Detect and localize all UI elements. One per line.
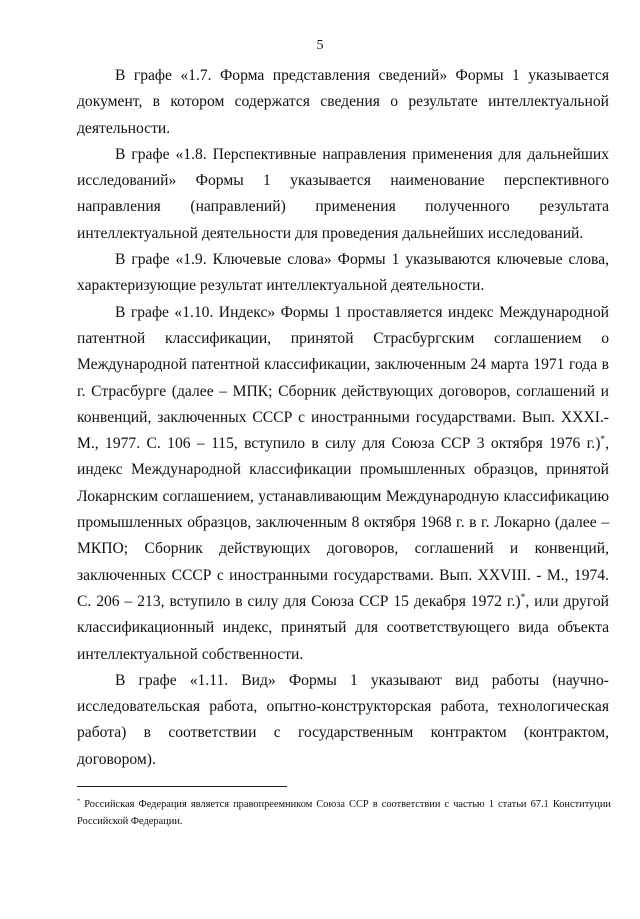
body-text: [77, 63, 609, 773]
paragraph-1-11: В графе «1.11. Вид» Формы 1 указывают вид работы (научно-исследовательская работа, опытно-конструкторская работа, технологическая работа) в соответствии с государственным контрактом (контрактом, договором).: [77, 671, 609, 768]
footnote-mark: *: [77, 797, 81, 805]
footnote-reference-1: *: [600, 434, 606, 445]
footnote-reference-2: *: [520, 592, 526, 603]
paragraph-1-10: [77, 300, 609, 668]
footnote: [77, 797, 611, 830]
paragraph-1-7: В графе «1.7. Форма представления сведений» Формы 1 указывается документ, в котором содержатся сведения о результате интеллектуальной деятельности.: [77, 67, 609, 137]
footnote-text: Российская Федерация является правопреемником Союза ССР в соответствии с частью 1 статьи 67.1 Конституции Российской Федерации.: [77, 799, 611, 827]
paragraph-1-10-part-3: , или другой классификационный индекс, принятый для соответствующего вида объекта интеллектуальной собственности.: [77, 592, 609, 663]
paragraph-1-10-part-2: , индекс Международной классификации промышленных образцов, принятой Локарнским соглашением, устанавливающим Международную классификацию промышленных образцов, заключенным 8 октября 1968 г. в г. Локарно (далее – МКПО; Сборник действующих договоров, соглашений и конвенций, заключенных СССР с иностранными государствами. Вып. XXVIII. - М., 1974. С. 206 – 213, вступило в силу для Союза ССР 15 декабря 1972 г.): [77, 435, 609, 610]
paragraph-1-10-part-1: В графе «1.10. Индекс» Формы 1 проставляется индекс Международной патентной классификации, принятой Страсбургским соглашением о Международной патентной классификации, заключенным 24 марта 1971 года в г. Страсбурге (далее – МПК; Сборник действующих договоров, соглашений и конвенций, заключенных СССР с иностранными государствами. Вып. XXXI.- М., 1977. С. 106 – 115, вступило в силу для Союза ССР 3 октября 1976 г.): [77, 303, 609, 453]
paragraph-1-9: В графе «1.9. Ключевые слова» Формы 1 указываются ключевые слова, характеризующие результат интеллектуальной деятельности.: [77, 251, 609, 295]
footnote-separator: [77, 786, 287, 787]
paragraph-1-8: В графе «1.8. Перспективные направления применения для дальнейших исследований» Формы 1 указывается наименование перспективного направления (направлений) применения полученного результата интеллектуальной деятельности для проведения дальнейших исследований.: [77, 145, 609, 242]
page-number: 5: [316, 38, 324, 53]
